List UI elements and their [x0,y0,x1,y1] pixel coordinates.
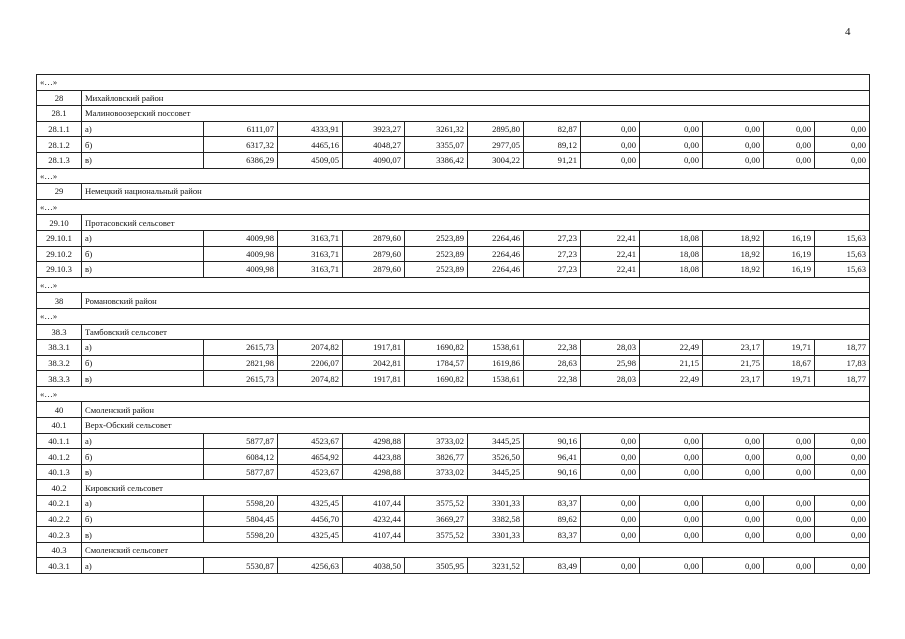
table-row [37,558,870,574]
value-cell: 2523,89 [405,230,468,246]
value-cell: 25,98 [581,355,640,371]
value-cell: 17,83 [815,355,870,371]
value-cell: 0,00 [703,511,764,527]
value-cell: 4654,92 [278,449,343,465]
value-cell: 0,00 [581,496,640,512]
value-cell: 4048,27 [343,137,405,153]
value-cell: 3301,33 [468,527,524,543]
value-cell: 3163,71 [278,262,343,278]
section-header-row [37,90,870,106]
value-cell: 3231,52 [468,558,524,574]
section-title: Верх-Обский сельсовет [82,418,870,434]
value-cell: 0,00 [815,496,870,512]
ellipsis-row [37,199,870,215]
value-cell: 0,00 [640,511,703,527]
table-row [37,121,870,137]
value-cell: 1917,81 [343,371,405,387]
ellipsis-row [37,386,870,402]
section-header-row [37,542,870,558]
value-cell: 0,00 [581,121,640,137]
page-number: 4 [845,26,851,38]
value-cell: 4298,88 [343,464,405,480]
value-cell: 18,77 [815,340,870,356]
value-cell: 2264,46 [468,246,524,262]
omission-mark: «…» [37,386,870,402]
row-index: 29.10 [37,215,82,231]
value-cell: 18,08 [640,262,703,278]
value-cell: 0,00 [640,527,703,543]
section-title: Смоленский район [82,402,870,418]
section-title: Малиновоозерский поссовет [82,106,870,122]
value-cell: 18,08 [640,246,703,262]
value-cell: 3505,95 [405,558,468,574]
value-cell: 0,00 [640,137,703,153]
section-title: Смоленский сельсовет [82,542,870,558]
value-cell: 1538,61 [468,371,524,387]
variant-letter: в) [82,527,204,543]
value-cell: 0,00 [581,449,640,465]
value-cell: 0,00 [581,511,640,527]
value-cell: 3163,71 [278,230,343,246]
value-cell: 4009,98 [204,246,278,262]
row-index: 28.1.3 [37,152,82,168]
value-cell: 4090,07 [343,152,405,168]
value-cell: 3733,02 [405,464,468,480]
value-cell: 83,37 [524,496,581,512]
value-cell: 2042,81 [343,355,405,371]
section-header-row [37,402,870,418]
row-index: 40 [37,402,82,418]
value-cell: 6084,12 [204,449,278,465]
value-cell: 2206,07 [278,355,343,371]
row-index: 40.3.1 [37,558,82,574]
table-row [37,433,870,449]
value-cell: 4009,98 [204,230,278,246]
value-cell: 1690,82 [405,371,468,387]
value-cell: 82,87 [524,121,581,137]
value-cell: 28,03 [581,340,640,356]
value-cell: 0,00 [815,449,870,465]
value-cell: 0,00 [703,152,764,168]
row-index: 29 [37,184,82,200]
table-row [37,340,870,356]
row-index: 40.1 [37,418,82,434]
value-cell: 2074,82 [278,371,343,387]
variant-letter: в) [82,464,204,480]
value-cell: 2879,60 [343,262,405,278]
value-cell: 5598,20 [204,496,278,512]
value-cell: 4107,44 [343,527,405,543]
value-cell: 23,17 [703,340,764,356]
value-cell: 83,37 [524,527,581,543]
value-cell: 3445,25 [468,433,524,449]
value-cell: 0,00 [815,121,870,137]
table-row [37,449,870,465]
omission-mark: «…» [37,75,870,91]
value-cell: 22,41 [581,262,640,278]
value-cell: 5804,45 [204,511,278,527]
value-cell: 2615,73 [204,371,278,387]
section-header-row [37,215,870,231]
value-cell: 0,00 [581,152,640,168]
section-title: Михайловский район [82,90,870,106]
value-cell: 4423,88 [343,449,405,465]
value-cell: 2895,80 [468,121,524,137]
variant-letter: в) [82,371,204,387]
value-cell: 0,00 [640,449,703,465]
table-row [37,371,870,387]
value-cell: 0,00 [640,496,703,512]
value-cell: 3575,52 [405,527,468,543]
value-cell: 4523,67 [278,433,343,449]
value-cell: 2523,89 [405,262,468,278]
row-index: 38.3 [37,324,82,340]
value-cell: 22,41 [581,230,640,246]
section-title: Немецкий национальный район [82,184,870,200]
value-cell: 0,00 [815,464,870,480]
value-cell: 0,00 [815,511,870,527]
value-cell: 1619,86 [468,355,524,371]
value-cell: 5530,87 [204,558,278,574]
value-cell: 2264,46 [468,230,524,246]
value-cell: 0,00 [764,511,815,527]
value-cell: 4523,67 [278,464,343,480]
section-header-row [37,480,870,496]
value-cell: 3382,58 [468,511,524,527]
value-cell: 6317,32 [204,137,278,153]
row-index: 40.1.1 [37,433,82,449]
row-index: 38.3.2 [37,355,82,371]
variant-letter: в) [82,152,204,168]
ellipsis-row [37,308,870,324]
row-index: 40.1.3 [37,464,82,480]
tariff-table [36,74,870,574]
value-cell: 0,00 [703,137,764,153]
value-cell: 21,75 [703,355,764,371]
section-title: Протасовский сельсовет [82,215,870,231]
row-index: 38 [37,293,82,309]
section-title: Кировский сельсовет [82,480,870,496]
ellipsis-row [37,75,870,91]
value-cell: 16,19 [764,230,815,246]
value-cell: 22,49 [640,371,703,387]
value-cell: 1538,61 [468,340,524,356]
value-cell: 0,00 [703,558,764,574]
omission-mark: «…» [37,199,870,215]
value-cell: 3261,32 [405,121,468,137]
value-cell: 0,00 [764,527,815,543]
value-cell: 0,00 [640,558,703,574]
value-cell: 83,49 [524,558,581,574]
value-cell: 0,00 [764,137,815,153]
value-cell: 28,63 [524,355,581,371]
value-cell: 0,00 [815,152,870,168]
table-row [37,230,870,246]
value-cell: 0,00 [815,433,870,449]
variant-letter: б) [82,511,204,527]
value-cell: 2821,98 [204,355,278,371]
variant-letter: в) [82,262,204,278]
section-header-row [37,324,870,340]
value-cell: 0,00 [703,464,764,480]
value-cell: 2879,60 [343,230,405,246]
row-index: 29.10.1 [37,230,82,246]
omission-mark: «…» [37,277,870,293]
value-cell: 90,16 [524,433,581,449]
value-cell: 4232,44 [343,511,405,527]
variant-letter: а) [82,230,204,246]
value-cell: 21,15 [640,355,703,371]
table-row [37,511,870,527]
value-cell: 0,00 [703,496,764,512]
section-title: Романовский район [82,293,870,309]
value-cell: 4325,45 [278,527,343,543]
value-cell: 90,16 [524,464,581,480]
row-index: 29.10.2 [37,246,82,262]
value-cell: 4509,05 [278,152,343,168]
value-cell: 0,00 [703,433,764,449]
variant-letter: а) [82,558,204,574]
value-cell: 27,23 [524,246,581,262]
value-cell: 18,92 [703,262,764,278]
value-cell: 16,19 [764,262,815,278]
value-cell: 89,62 [524,511,581,527]
value-cell: 4038,50 [343,558,405,574]
value-cell: 28,03 [581,371,640,387]
omission-mark: «…» [37,308,870,324]
value-cell: 22,38 [524,340,581,356]
variant-letter: б) [82,246,204,262]
variant-letter: а) [82,496,204,512]
value-cell: 0,00 [764,152,815,168]
value-cell: 3386,42 [405,152,468,168]
value-cell: 2264,46 [468,262,524,278]
table-row [37,464,870,480]
value-cell: 0,00 [581,558,640,574]
value-cell: 6386,29 [204,152,278,168]
value-cell: 3445,25 [468,464,524,480]
row-index: 28 [37,90,82,106]
value-cell: 0,00 [815,527,870,543]
value-cell: 3733,02 [405,433,468,449]
value-cell: 5877,87 [204,433,278,449]
table-row [37,527,870,543]
value-cell: 0,00 [764,496,815,512]
value-cell: 15,63 [815,246,870,262]
value-cell: 6111,07 [204,121,278,137]
row-index: 29.10.3 [37,262,82,278]
value-cell: 4333,91 [278,121,343,137]
table-row [37,355,870,371]
variant-letter: а) [82,340,204,356]
value-cell: 4325,45 [278,496,343,512]
value-cell: 5877,87 [204,464,278,480]
value-cell: 0,00 [581,137,640,153]
variant-letter: б) [82,355,204,371]
value-cell: 15,63 [815,262,870,278]
value-cell: 19,71 [764,340,815,356]
row-index: 40.2.1 [37,496,82,512]
value-cell: 2523,89 [405,246,468,262]
value-cell: 3355,07 [405,137,468,153]
value-cell: 18,67 [764,355,815,371]
value-cell: 89,12 [524,137,581,153]
value-cell: 3575,52 [405,496,468,512]
variant-letter: б) [82,137,204,153]
value-cell: 0,00 [815,558,870,574]
row-index: 28.1.2 [37,137,82,153]
variant-letter: а) [82,433,204,449]
value-cell: 4456,70 [278,511,343,527]
value-cell: 22,41 [581,246,640,262]
table-row [37,496,870,512]
section-header-row [37,184,870,200]
value-cell: 91,21 [524,152,581,168]
section-header-row [37,293,870,309]
value-cell: 0,00 [640,152,703,168]
variant-letter: б) [82,449,204,465]
value-cell: 3923,27 [343,121,405,137]
value-cell: 0,00 [703,121,764,137]
value-cell: 0,00 [815,137,870,153]
value-cell: 0,00 [581,527,640,543]
value-cell: 0,00 [703,527,764,543]
table-body [37,75,870,574]
row-index: 38.3.1 [37,340,82,356]
row-index: 40.3 [37,542,82,558]
value-cell: 0,00 [764,449,815,465]
value-cell: 0,00 [764,464,815,480]
value-cell: 0,00 [764,121,815,137]
value-cell: 0,00 [581,464,640,480]
value-cell: 2977,05 [468,137,524,153]
ellipsis-row [37,168,870,184]
row-index: 40.2.2 [37,511,82,527]
value-cell: 4298,88 [343,433,405,449]
table-row [37,152,870,168]
value-cell: 23,17 [703,371,764,387]
value-cell: 18,92 [703,246,764,262]
value-cell: 2074,82 [278,340,343,356]
value-cell: 15,63 [815,230,870,246]
section-title: Тамбовский сельсовет [82,324,870,340]
value-cell: 3669,27 [405,511,468,527]
row-index: 40.1.2 [37,449,82,465]
variant-letter: а) [82,121,204,137]
value-cell: 0,00 [640,121,703,137]
value-cell: 3004,22 [468,152,524,168]
value-cell: 1917,81 [343,340,405,356]
table-row [37,137,870,153]
value-cell: 2615,73 [204,340,278,356]
value-cell: 4107,44 [343,496,405,512]
value-cell: 0,00 [640,464,703,480]
value-cell: 3163,71 [278,246,343,262]
value-cell: 3301,33 [468,496,524,512]
value-cell: 0,00 [703,449,764,465]
omission-mark: «…» [37,168,870,184]
value-cell: 0,00 [640,433,703,449]
table-row [37,262,870,278]
value-cell: 2879,60 [343,246,405,262]
value-cell: 0,00 [764,558,815,574]
value-cell: 96,41 [524,449,581,465]
table-row [37,246,870,262]
ellipsis-row [37,277,870,293]
value-cell: 1784,57 [405,355,468,371]
value-cell: 4256,63 [278,558,343,574]
value-cell: 18,08 [640,230,703,246]
value-cell: 16,19 [764,246,815,262]
value-cell: 27,23 [524,230,581,246]
row-index: 28.1.1 [37,121,82,137]
value-cell: 4009,98 [204,262,278,278]
value-cell: 18,77 [815,371,870,387]
value-cell: 22,38 [524,371,581,387]
value-cell: 3826,77 [405,449,468,465]
section-header-row [37,418,870,434]
value-cell: 3526,50 [468,449,524,465]
value-cell: 0,00 [764,433,815,449]
value-cell: 19,71 [764,371,815,387]
row-index: 40.2 [37,480,82,496]
row-index: 28.1 [37,106,82,122]
value-cell: 5598,20 [204,527,278,543]
row-index: 40.2.3 [37,527,82,543]
value-cell: 4465,16 [278,137,343,153]
value-cell: 22,49 [640,340,703,356]
value-cell: 0,00 [581,433,640,449]
value-cell: 27,23 [524,262,581,278]
value-cell: 18,92 [703,230,764,246]
section-header-row [37,106,870,122]
row-index: 38.3.3 [37,371,82,387]
value-cell: 1690,82 [405,340,468,356]
